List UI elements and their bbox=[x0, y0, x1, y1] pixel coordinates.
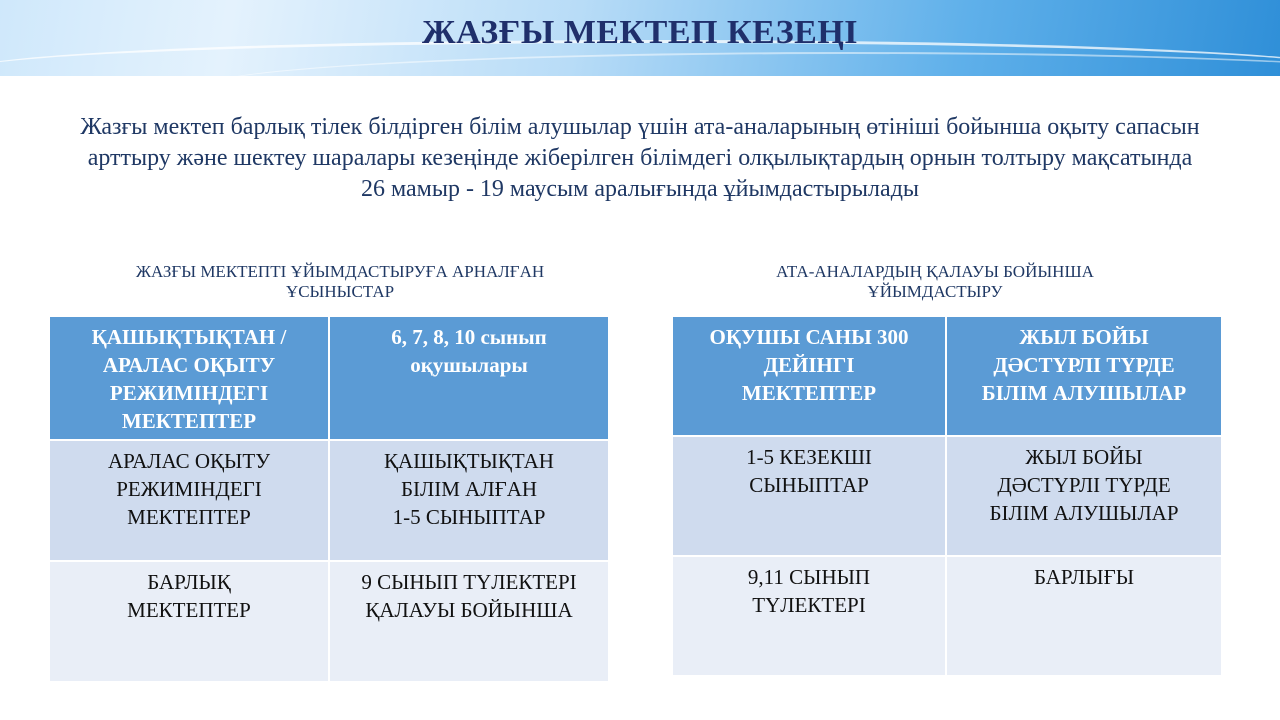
page-title: ЖАЗҒЫ МЕКТЕП КЕЗЕҢІ bbox=[421, 14, 859, 51]
cell-line: 9 СЫНЫП ТҮЛЕКТЕРІ bbox=[361, 570, 577, 594]
cell-line: ДӘСТҮРЛІ ТҮРДЕ bbox=[997, 473, 1171, 497]
intro-line: Жазғы мектеп барлық тілек білдірген білім алушылар үшін ата-аналарының өтініші бойынша оқыту сапасын bbox=[80, 114, 1200, 140]
section-title-line: ҰЙЫМДАСТЫРУ bbox=[867, 282, 1003, 301]
intro-line: арттыру және шектеу шаралары кезеңінде жіберілген білімдегі олқылықтардың орнын толтыру мақсатында bbox=[87, 145, 1193, 171]
table-row bbox=[49, 440, 609, 561]
right-table bbox=[671, 315, 1223, 677]
header-cell bbox=[672, 316, 946, 436]
table-cell bbox=[946, 436, 1222, 556]
header-cell bbox=[946, 316, 1222, 436]
header-cell bbox=[49, 316, 329, 440]
intro-paragraph bbox=[10, 112, 1270, 205]
cell-line: ОҚУШЫ САНЫ 300 bbox=[709, 325, 909, 349]
table-header-row bbox=[49, 316, 609, 440]
cell-line: РЕЖИМІНДЕГІ bbox=[116, 477, 262, 501]
table-cell bbox=[329, 561, 609, 682]
cell-line: 9,11 СЫНЫП bbox=[747, 565, 871, 589]
cell-line: ТҮЛЕКТЕРІ bbox=[752, 593, 866, 617]
cell-line: ДЕЙІНГІ bbox=[763, 353, 855, 377]
table-cell bbox=[672, 436, 946, 556]
table-row bbox=[49, 561, 609, 682]
section-title-line: ЖАЗҒЫ МЕКТЕПТІ ҰЙЫМДАСТЫРУҒА АРНАЛҒАН bbox=[135, 262, 545, 281]
table-cell bbox=[672, 556, 946, 676]
cell-line: СЫНЫПТАР bbox=[749, 473, 869, 497]
cell-line: АРАЛАС ОҚЫТУ bbox=[102, 353, 276, 377]
table-row bbox=[672, 436, 1222, 556]
left-table bbox=[48, 315, 610, 683]
table-cell bbox=[329, 440, 609, 561]
table-cell bbox=[49, 561, 329, 682]
cell-line: АРАЛАС ОҚЫТУ bbox=[107, 449, 271, 473]
cell-line: 1-5 СЫНЫПТАР bbox=[392, 505, 546, 529]
cell-line: оқушылары bbox=[410, 353, 528, 377]
cell-line: БАРЛЫҒЫ bbox=[1033, 565, 1135, 589]
cell-line: ҚАШЫҚТЫҚТАН / bbox=[91, 325, 287, 349]
cell-line: 6, 7, 8, 10 сынып bbox=[391, 325, 547, 349]
cell-line: БІЛІМ АЛҒАН bbox=[400, 477, 538, 501]
table-header-row bbox=[672, 316, 1222, 436]
cell-line: 1-5 КЕЗЕКШІ bbox=[746, 445, 872, 469]
header-cell bbox=[329, 316, 609, 440]
cell-line: МЕКТЕПТЕР bbox=[741, 381, 877, 405]
cell-line: ҚАЛАУЫ БОЙЫНША bbox=[365, 598, 573, 622]
cell-line: РЕЖИМІНДЕГІ bbox=[109, 381, 269, 405]
cell-line: ЖЫЛ БОЙЫ bbox=[1019, 325, 1149, 349]
intro-line: 26 мамыр - 19 маусым аралығында ұйымдастырылады bbox=[360, 176, 920, 202]
cell-line: МЕКТЕПТЕР bbox=[127, 505, 251, 529]
section-title-line: АТА-АНАЛАРДЫҢ ҚАЛАУЫ БОЙЫНША bbox=[776, 262, 1094, 281]
right-section-title bbox=[650, 262, 1220, 302]
cell-line: БАРЛЫҚ bbox=[147, 570, 231, 594]
cell-line: БІЛІМ АЛУШЫЛАР bbox=[981, 381, 1187, 405]
table-cell bbox=[946, 556, 1222, 676]
table-cell bbox=[49, 440, 329, 561]
section-title-line: ҰСЫНЫСТАР bbox=[285, 282, 395, 301]
cell-line: ЖЫЛ БОЙЫ bbox=[1025, 445, 1143, 469]
table-row bbox=[672, 556, 1222, 676]
cell-line: ДӘСТҮРЛІ ТҮРДЕ bbox=[993, 353, 1175, 377]
cell-line: БІЛІМ АЛУШЫЛАР bbox=[989, 501, 1179, 525]
left-section-title bbox=[50, 262, 630, 302]
cell-line: ҚАШЫҚТЫҚТАН bbox=[384, 449, 554, 473]
cell-line: МЕКТЕПТЕР bbox=[121, 409, 257, 433]
cell-line: МЕКТЕПТЕР bbox=[127, 598, 251, 622]
